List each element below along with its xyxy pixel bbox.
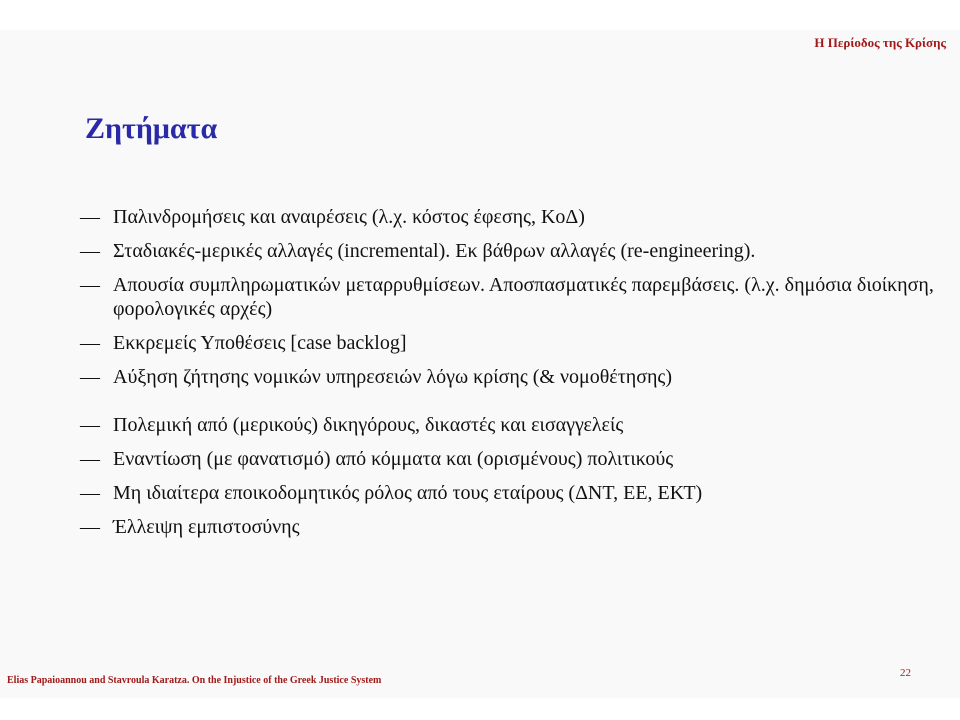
bottom-band [0,698,960,720]
bullet-text: Μη ιδιαίτερα εποικοδομητικός ρόλος από τους εταίρους (ΔΝΤ, ΕΕ, ΕΚΤ) [113,482,703,504]
page-number: 22 [900,667,911,679]
footer-credit: Elias Papaioannou and Stavroula Karatza. On the Injustice of the Greek Justice System [7,675,382,686]
bullet-dash: — [80,332,100,354]
bullet-dash: — [80,414,100,436]
bullet-item [80,481,940,505]
top-band [0,0,960,30]
bullet-text: Σταδιακές-μερικές αλλαγές (incremental). Εκ βάθρων αλλαγές (re-engineering). [113,240,756,262]
bullet-dash: — [80,482,100,504]
bullet-item [80,239,940,263]
bullet-text: Έλλειψη εμπιστοσύνης [113,516,300,538]
bullet-item [80,273,940,321]
bullet-text: Εναντίωση (με φανατισμό) από κόμματα και (ορισμένους) πολιτικούς [113,448,674,470]
header-title: Η Περίοδος της Κρίσης [814,35,946,50]
bullet-item [80,413,940,437]
bullet-dash: — [80,516,100,538]
bullet-text: Παλινδρομήσεις και αναιρέσεις (λ.χ. κόστος έφεσης, ΚοΔ) [113,206,585,228]
bullet-item [80,447,940,471]
bullet-item [80,365,940,389]
bullet-dash: — [80,448,100,470]
bullet-list [80,205,940,549]
bullet-text: Απουσία συμπληρωματικών μεταρρυθμίσεων. Αποσπασματικές παρεμβάσεις. (λ.χ. δημόσια διοίκηση, φορολογικές αρχές) [113,274,934,320]
slide-heading: Ζητήματα [85,112,218,145]
bullet-text: Πολεμική από (μερικούς) δικηγόρους, δικαστές και εισαγγελείς [113,414,624,436]
bullet-dash: — [80,240,100,262]
bullet-item [80,205,940,229]
bullet-dash: — [80,274,100,296]
bullet-dash: — [80,206,100,228]
bullet-text: Αύξηση ζήτησης νομικών υπηρεσειών λόγω κρίσης (& νομοθέτησης) [113,366,673,388]
bullet-text: Εκκρεμείς Υποθέσεις [case backlog] [113,332,407,354]
bullet-dash: — [80,366,100,388]
bullet-item [80,515,940,539]
bullet-item [80,331,940,355]
